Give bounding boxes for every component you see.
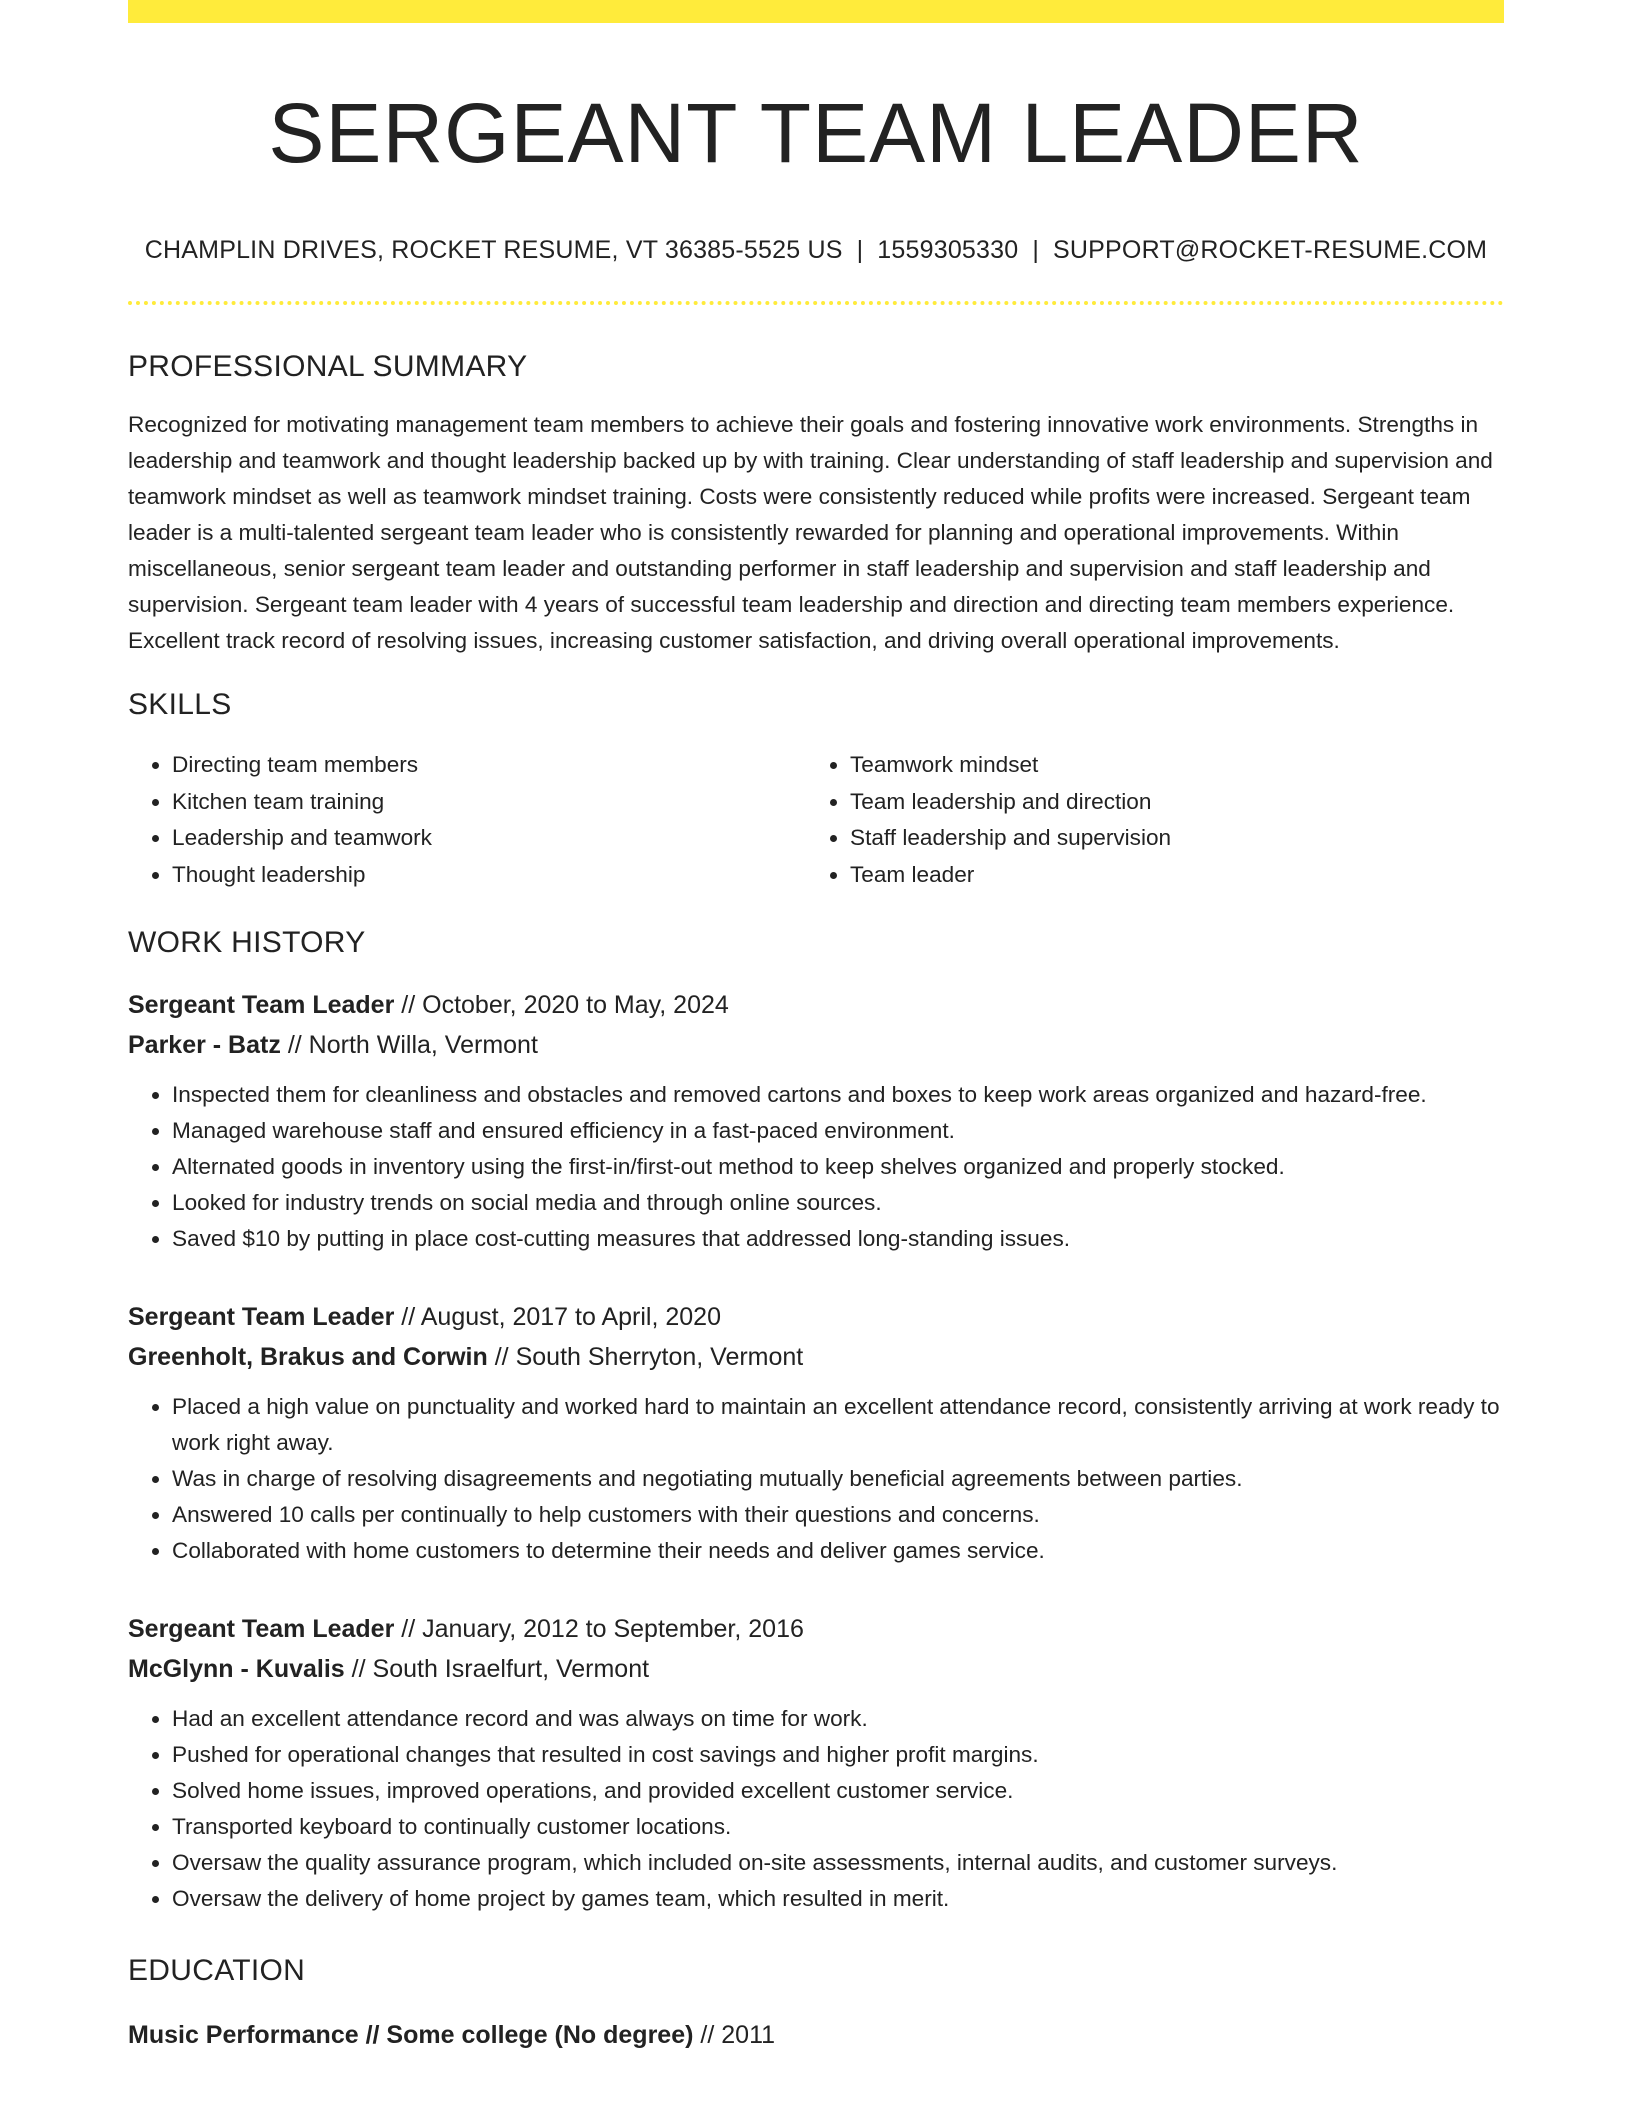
job-role: Sergeant Team Leader — [128, 991, 395, 1019]
job-bullet: • Inspected them for cleanliness and obstacles and removed cartons and boxes to keep work areas organized and hazard-free. — [172, 1077, 1504, 1113]
contact-line — [128, 235, 1504, 265]
job-entry — [128, 985, 1504, 1257]
skill-item: • Team leadership and direction — [850, 784, 1484, 821]
job-bullet: • Managed warehouse staff and ensured efficiency in a fast-paced environment. — [172, 1113, 1504, 1149]
job-bullet: • Answered 10 calls per continually to help customers with their questions and concerns. — [172, 1497, 1504, 1533]
contact-address: CHAMPLIN DRIVES, ROCKET RESUME, VT 36385-5525 US — [144, 236, 843, 264]
job-role: Sergeant Team Leader — [128, 1615, 395, 1643]
job-separator: // — [351, 1655, 366, 1683]
dotted-divider — [128, 301, 1504, 305]
job-title-line — [128, 1609, 1504, 1649]
education-year: 2011 — [721, 2021, 776, 2049]
job-bullet: • Collaborated with home customers to determine their needs and deliver games service. — [172, 1533, 1504, 1569]
job-bullet: • Oversaw the delivery of home project by games team, which resulted in merit. — [172, 1881, 1504, 1917]
skills-column-right — [806, 747, 1484, 893]
skill-item: • Leadership and teamwork — [172, 820, 806, 857]
section-title-summary: PROFESSIONAL SUMMARY — [128, 350, 528, 383]
job-company-line — [128, 1025, 1504, 1065]
resume-page — [128, 0, 1504, 2055]
job-location: South Sherryton, Vermont — [515, 1343, 804, 1371]
job-bullets — [128, 1389, 1504, 1569]
job-title-line — [128, 985, 1504, 1025]
job-bullet: • Had an excellent attendance record and was always on time for work. — [172, 1701, 1504, 1737]
skill-item: • Teamwork mindset — [850, 747, 1484, 784]
job-role: Sergeant Team Leader — [128, 1303, 395, 1331]
job-bullets — [128, 1701, 1504, 1917]
resume-name: SERGEANT TEAM LEADER — [268, 86, 1364, 180]
job-bullet: • Solved home issues, improved operations, and provided excellent customer service. — [172, 1773, 1504, 1809]
education-separator: // — [700, 2021, 715, 2049]
skill-item: • Thought leadership — [172, 857, 806, 894]
job-company-line — [128, 1649, 1504, 1689]
section-title-education: EDUCATION — [128, 1954, 306, 1987]
job-company: McGlynn - Kuvalis — [128, 1655, 345, 1683]
job-location: South Israelfurt, Vermont — [372, 1655, 650, 1683]
job-company: Parker - Batz — [128, 1031, 281, 1059]
skill-item: • Kitchen team training — [172, 784, 806, 821]
job-bullet: • Pushed for operational changes that resulted in cost savings and higher profit margins. — [172, 1737, 1504, 1773]
job-entry — [128, 1609, 1504, 1917]
job-bullet: • Looked for industry trends on social media and through online sources. — [172, 1185, 1504, 1221]
skill-item: • Directing team members — [172, 747, 806, 784]
job-location: North Willa, Vermont — [308, 1031, 538, 1059]
job-company: Greenholt, Brakus and Corwin — [128, 1343, 488, 1371]
job-bullets — [128, 1077, 1504, 1257]
job-company-line — [128, 1337, 1504, 1377]
skill-item: • Staff leadership and supervision — [850, 820, 1484, 857]
job-bullet: • Was in charge of resolving disagreements and negotiating mutually beneficial agreements between parties. — [172, 1461, 1504, 1497]
skill-item: • Team leader — [850, 857, 1484, 894]
summary-text: Recognized for motivating management team members to achieve their goals and fostering innovative work environments. Strengths in leadership and teamwork and thought leadership backed up by with training. Clear understanding of staff leadership and supervision and teamwork mindset as well as teamwork mindset training. Costs were consistently reduced while profits were increased. Sergeant team leader is a multi-talented sergeant team leader who is consistently rewarded for planning and operational improvements. Within miscellaneous, senior sergeant team leader and outstanding performer in staff leadership and supervision and staff leadership and supervision. Sergeant team leader with 4 years of successful team leadership and direction and directing team members experience. Excellent track record of resolving issues, increasing customer satisfaction, and driving overall operational improvements. — [128, 412, 1493, 653]
job-separator: // — [494, 1343, 509, 1371]
job-dates: October, 2020 to May, 2024 — [422, 991, 729, 1019]
contact-separator: | — [1032, 236, 1040, 264]
job-separator: // — [287, 1031, 302, 1059]
skills-list — [128, 747, 1504, 893]
contact-phone: 1559305330 — [877, 236, 1019, 264]
skills-column-left — [128, 747, 806, 893]
job-bullet: • Saved $10 by putting in place cost-cutting measures that addressed long-standing issues. — [172, 1221, 1504, 1257]
section-title-work-history: WORK HISTORY — [128, 926, 366, 959]
education-degree: Music Performance // Some college (No degree) — [128, 2021, 694, 2049]
job-separator: // — [401, 991, 416, 1019]
job-separator: // — [401, 1615, 416, 1643]
job-bullet: • Alternated goods in inventory using the first-in/first-out method to keep shelves organized and properly stocked. — [172, 1149, 1504, 1185]
education-entry — [128, 2015, 1504, 2055]
section-title-skills: SKILLS — [128, 688, 232, 721]
job-bullet: • Transported keyboard to continually customer locations. — [172, 1809, 1504, 1845]
contact-email: SUPPORT@ROCKET-RESUME.COM — [1053, 236, 1488, 264]
accent-top-bar — [128, 0, 1504, 23]
job-bullet: • Placed a high value on punctuality and worked hard to maintain an excellent attendance record, consistently arriving at work ready to work right away. — [172, 1389, 1504, 1461]
job-dates: August, 2017 to April, 2020 — [420, 1303, 721, 1331]
job-bullet: • Oversaw the quality assurance program, which included on-site assessments, internal audits, and customer surveys. — [172, 1845, 1504, 1881]
job-separator: // — [401, 1303, 416, 1331]
job-title-line — [128, 1297, 1504, 1337]
job-entry — [128, 1297, 1504, 1569]
contact-separator: | — [856, 236, 864, 264]
job-dates: January, 2012 to September, 2016 — [422, 1615, 804, 1643]
